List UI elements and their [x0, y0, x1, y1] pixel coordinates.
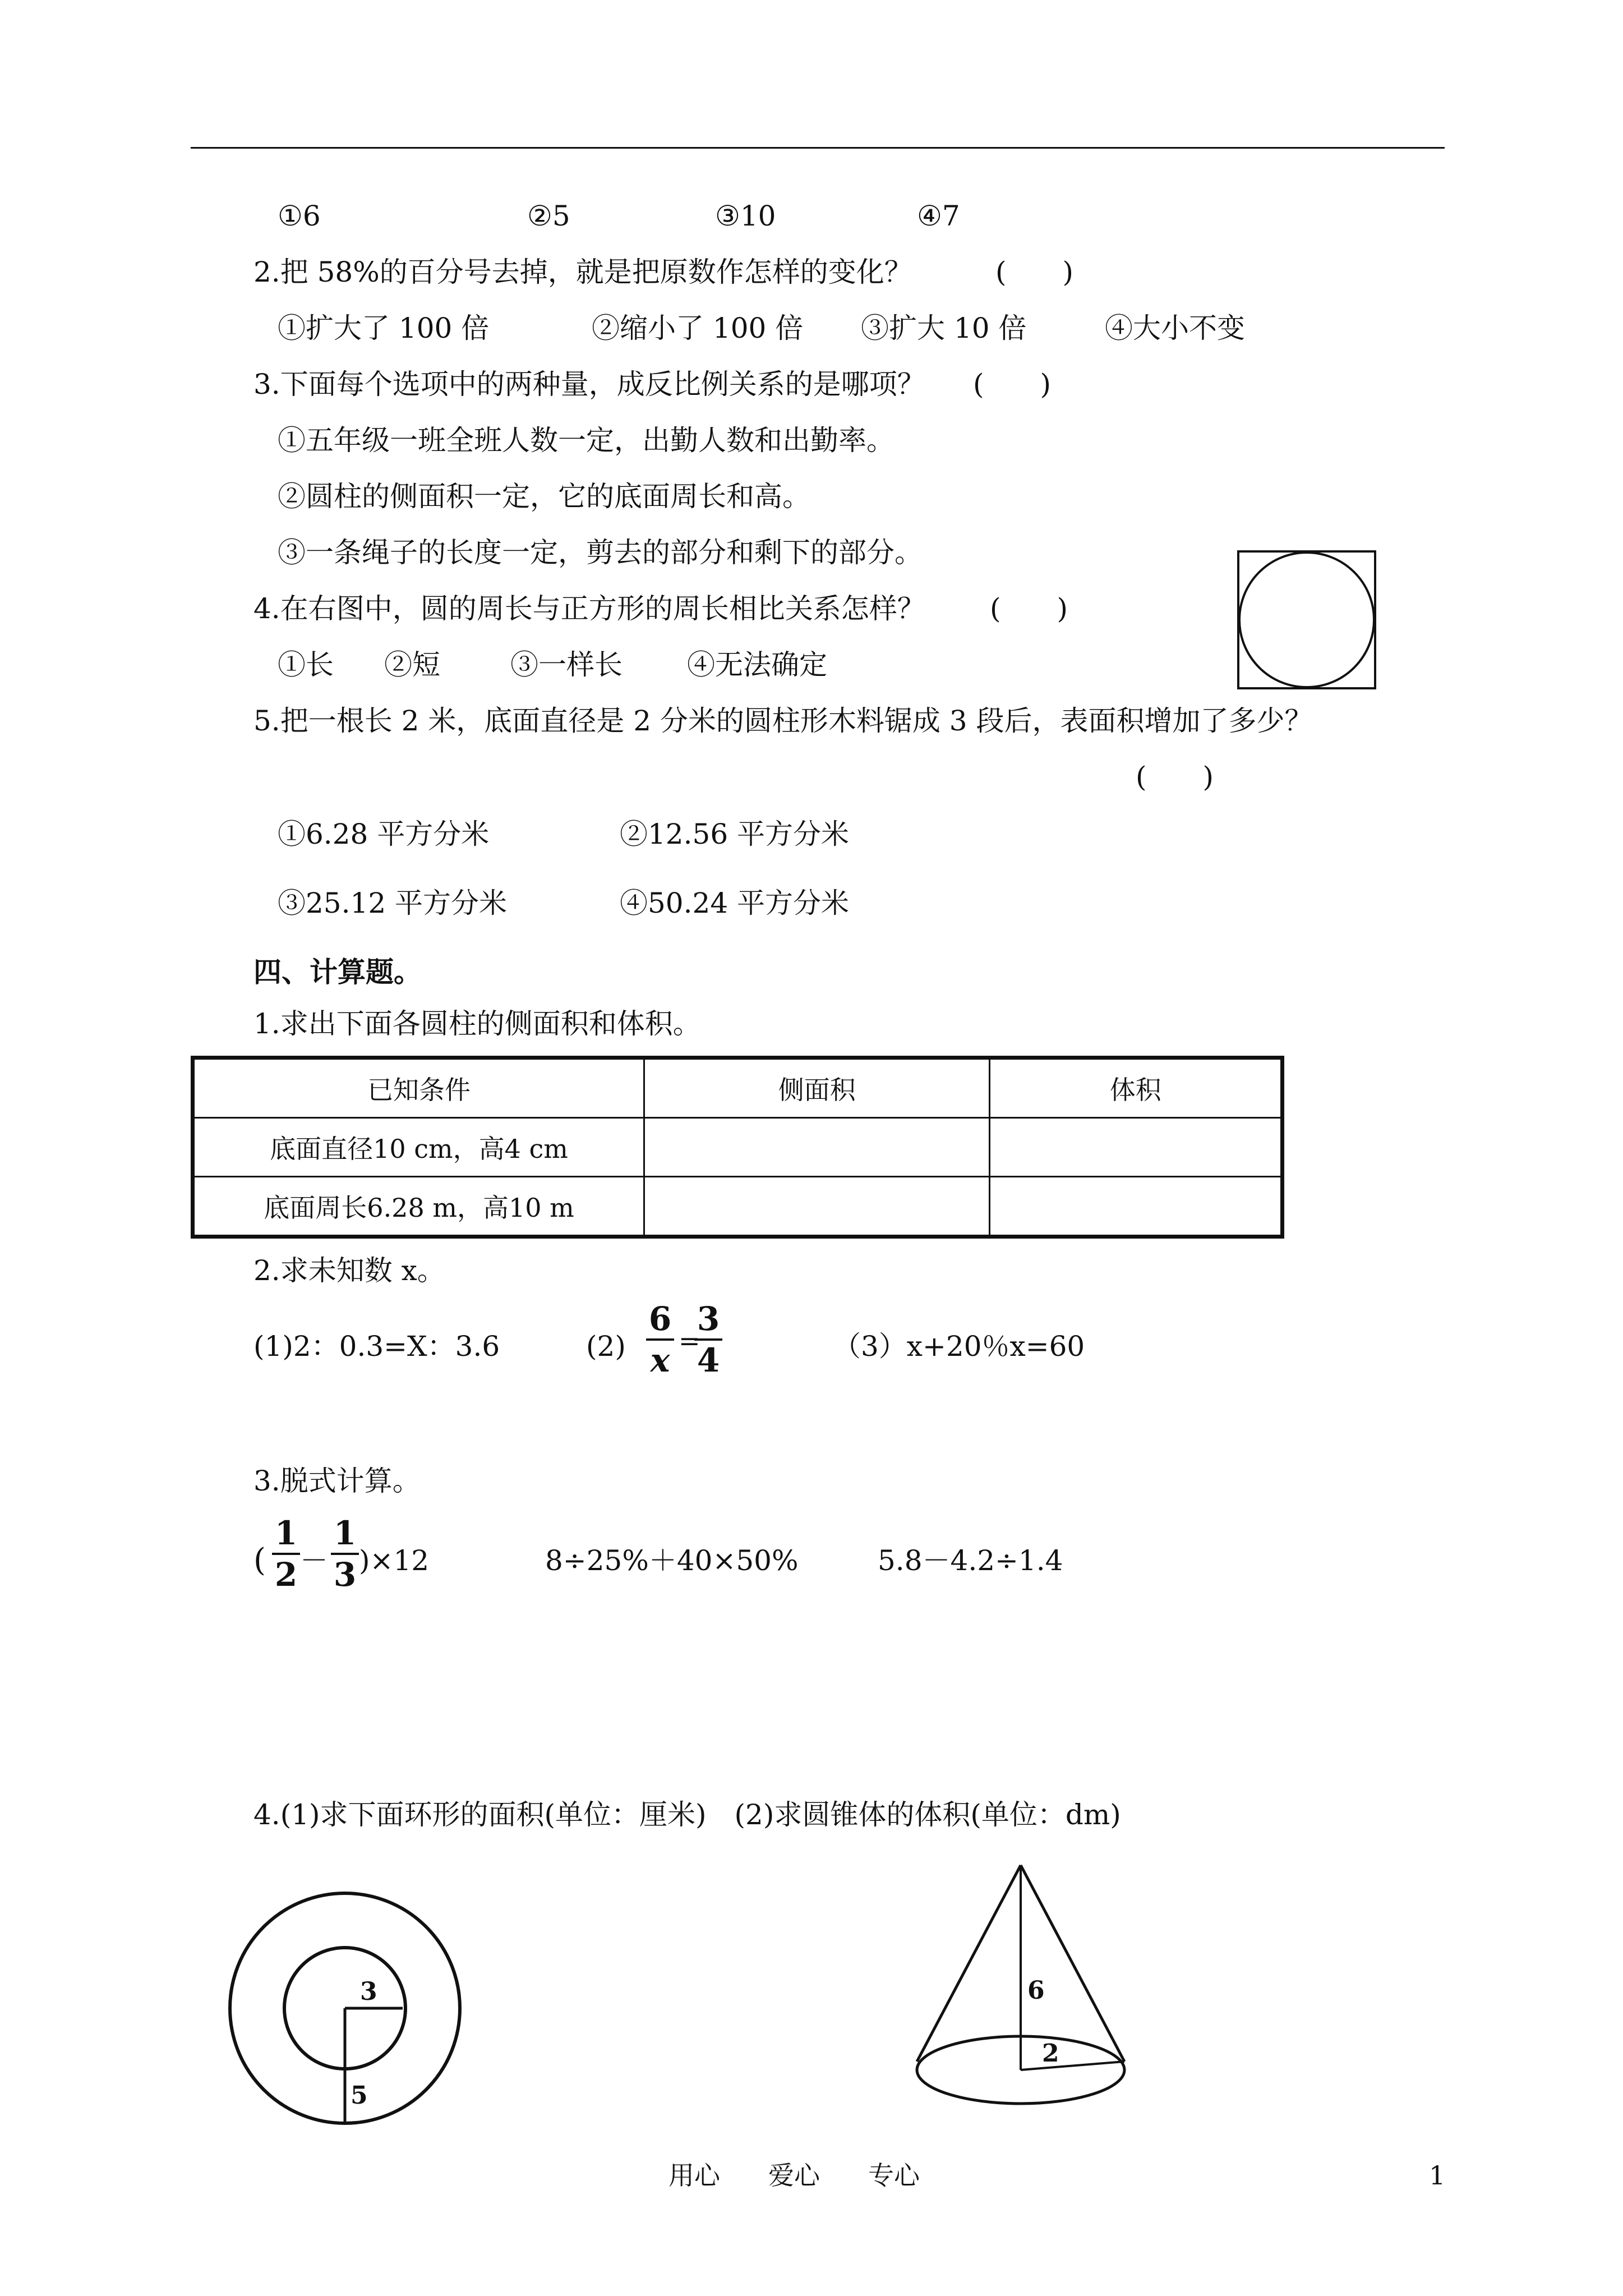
q5-option-1: ①6.28 平方分米 [278, 818, 490, 850]
q4-option-1: ①长 [278, 648, 334, 681]
cone-radius-label: 2 [1042, 2039, 1059, 2068]
expr1-open-paren: ( [253, 1542, 266, 1579]
q4-option-2: ②短 [384, 648, 440, 681]
section4-q2: 2.求未知数 x。 [253, 1254, 445, 1287]
q5-option-3: ③25.12 平方分米 [278, 887, 508, 919]
q1-option-1: ①6 [278, 200, 321, 232]
q1-option-3: ③10 [715, 200, 776, 232]
fraction-denominator: x [650, 1341, 670, 1379]
fraction-3-over-4 [694, 1300, 722, 1379]
fraction-numerator: 3 [697, 1300, 720, 1338]
table-header-cell: 体积 [990, 1058, 1283, 1118]
fraction-1-over-2 [272, 1515, 300, 1593]
q2-option-4: ④大小不变 [1105, 312, 1245, 344]
table-cell [990, 1177, 1283, 1237]
header-rule [191, 147, 1445, 149]
q5-option-4: ④50.24 平方分米 [620, 887, 850, 919]
expr1-minus: － [300, 1544, 328, 1577]
q2-option-3: ③扩大 10 倍 [861, 312, 1027, 344]
q4-question: 4.在右图中，圆的周长与正方形的周长相比关系怎样？ [253, 592, 925, 625]
q5-answer-blank: ( ) [1136, 761, 1214, 793]
page-number: 1 [1429, 2160, 1446, 2191]
q4-option-3: ③一样长 [510, 648, 623, 681]
outer-radius-label: 5 [351, 2081, 368, 2110]
cone-height-label: 6 [1027, 1976, 1045, 2005]
inner-radius-label: 3 [360, 1977, 377, 2006]
cone-right-edge [1021, 1865, 1124, 2062]
q3-answer-blank: ( ) [973, 368, 1052, 401]
q3-item-3: ③一条绳子的长度一定，剪去的部分和剩下的部分。 [278, 536, 923, 569]
q4-option-4: ④无法确定 [687, 648, 827, 681]
cylinder-table [191, 1056, 1284, 1239]
section4-title: 四、计算题。 [253, 955, 422, 988]
section4-q4: 4.(1)求下面环形的面积(单位：厘米) (2)求圆锥体的体积(单位：dm) [253, 1798, 1121, 1831]
fraction-denominator: 4 [697, 1341, 720, 1379]
table-row [193, 1118, 1283, 1177]
fraction-numerator: 1 [274, 1514, 298, 1552]
fraction-denominator: 3 [333, 1556, 357, 1594]
q2-option-2: ②缩小了 100 倍 [592, 312, 804, 344]
footer-motto-1: 用心 [668, 2160, 720, 2191]
cone-figure [909, 1860, 1133, 2129]
q2-question: 2.把 58%的百分号去掉，就是把原数作怎样的变化？ [253, 256, 912, 288]
q1-option-2: ②5 [527, 200, 570, 232]
table-cell: 底面直径10 cm，高4 cm [193, 1118, 644, 1177]
ring-figure [224, 1874, 471, 2137]
equation-2-label: (2) [586, 1330, 626, 1363]
q1-option-4: ④7 [917, 200, 960, 232]
expression-3: 5.8－4.2÷1.4 [878, 1544, 1063, 1577]
equation-1: (1)2：0.3=X：3.6 [253, 1330, 500, 1363]
q2-answer-blank: ( ) [995, 256, 1074, 288]
q5-question: 5.把一根长 2 米，底面直径是 2 分米的圆柱形木料锯成 3 段后，表面积增加了多少？ [253, 705, 1313, 737]
fraction-6-over-x [646, 1300, 674, 1379]
cone-radius-line [1021, 2062, 1124, 2070]
table-row [193, 1177, 1283, 1237]
section4-q1: 1.求出下面各圆柱的侧面积和体积。 [253, 1007, 701, 1040]
table-cell [990, 1118, 1283, 1177]
table-cell [644, 1177, 990, 1237]
q3-question: 3.下面每个选项中的两种量，成反比例关系的是哪项？ [253, 368, 925, 401]
expression-2: 8÷25%＋40×50% [545, 1544, 799, 1577]
q4-answer-blank: ( ) [990, 592, 1068, 625]
fraction-denominator: 2 [274, 1556, 298, 1594]
circle-in-square-figure [1234, 547, 1380, 693]
equation-3: （3）x+20％x=60 [833, 1330, 1085, 1363]
table-cell [644, 1118, 990, 1177]
fraction-numerator: 1 [333, 1514, 357, 1552]
q5-option-2: ②12.56 平方分米 [620, 818, 850, 850]
table-header-cell: 侧面积 [644, 1058, 990, 1118]
q3-item-1: ①五年级一班全班人数一定，出勤人数和出勤率。 [278, 424, 895, 457]
table-header-cell: 已知条件 [193, 1058, 644, 1118]
q3-item-2: ②圆柱的侧面积一定，它的底面周长和高。 [278, 480, 810, 513]
fraction-numerator: 6 [648, 1300, 672, 1338]
fraction-1-over-3 [331, 1515, 359, 1593]
footer-motto-3: 专心 [868, 2160, 920, 2191]
cone-left-edge [917, 1865, 1021, 2062]
section4-q3: 3.脱式计算。 [253, 1465, 421, 1497]
footer-motto-2: 爱心 [768, 2160, 820, 2191]
expr1-close: )×12 [359, 1544, 430, 1577]
table-header-row [193, 1058, 1283, 1118]
circle-shape [1239, 553, 1374, 687]
equals-sign: = [679, 1326, 700, 1356]
table-cell: 底面周长6.28 m，高10 m [193, 1177, 644, 1237]
q2-option-1: ①扩大了 100 倍 [278, 312, 490, 344]
